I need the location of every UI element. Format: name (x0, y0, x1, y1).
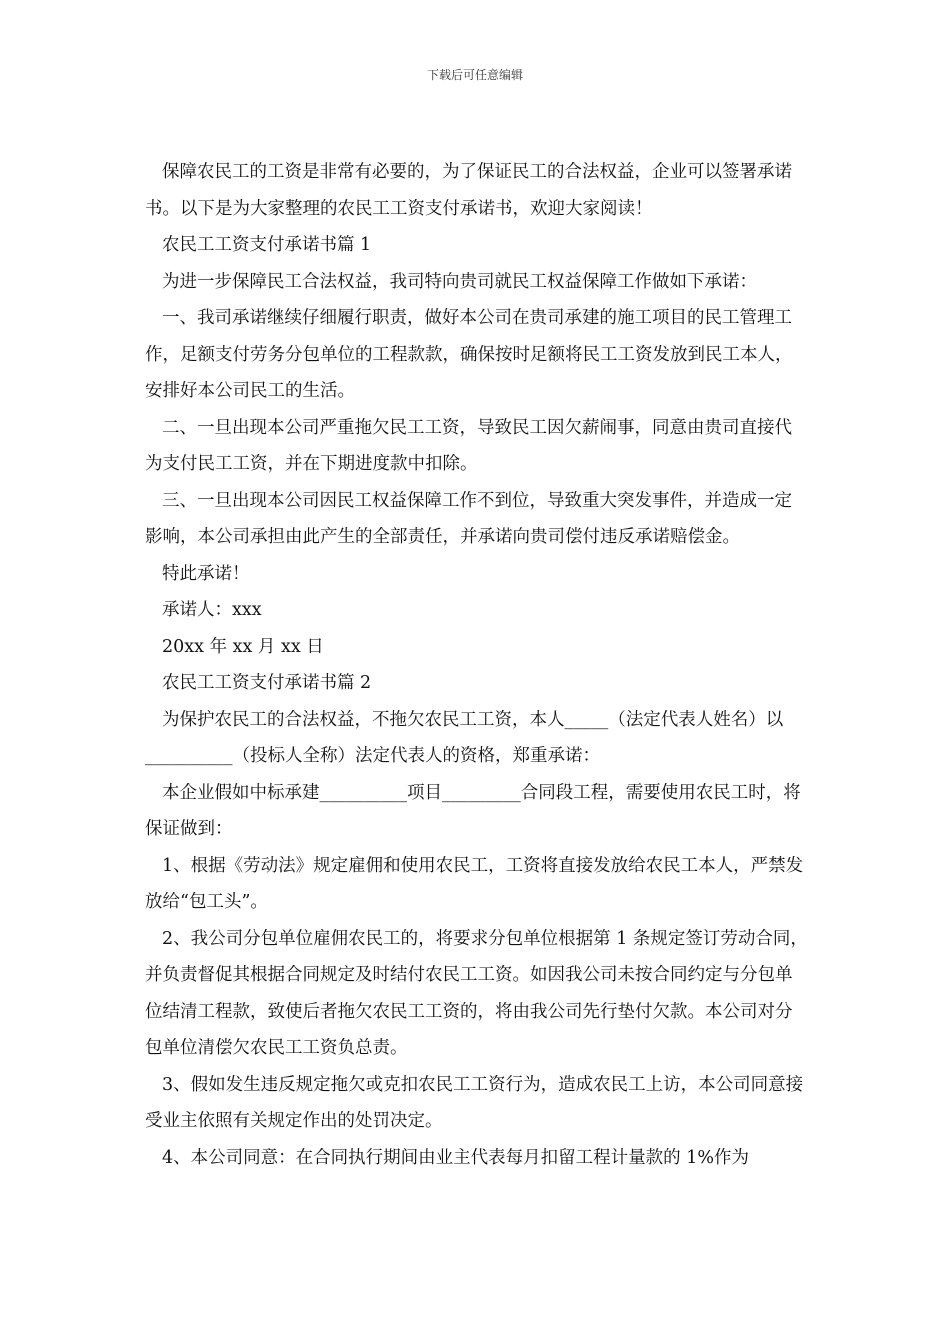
closing-line: 特此承诺！ (162, 563, 250, 584)
paragraph: 为保护农民工的合法权益，不拖欠农民工工资，本人_____（法定代表人姓名）以__________（投标人全称）法定代表人的资格，郑重承诺： (145, 709, 784, 766)
paragraph: 3、假如发生违反规定拖欠或克扣农民工工资行为，造成农民工上访，本公司同意接受业主依照有关规定作出的处罚决定。 (145, 1074, 804, 1131)
section-title-2: 农民工工资支付承诺书篇 2 (162, 673, 372, 693)
date-line: 20xx 年 xx 月 xx 日 (162, 636, 324, 657)
paragraph: 2、我公司分包单位雇佣农民工的，将要求分包单位根据第 1 条规定签订劳动合同，并负责督促其根据合同规定及时结付农民工工资。如因我公司未按合同约定与分包单位结清工程款，致使后者拖欠农民工工资的，将由我公司先行垫付欠款。本公司对分包单位清偿欠农民工工资负总责。 (145, 928, 808, 1058)
paragraph: 为进一步保障民工合法权益，我司特向贵司就民工权益保障工作做如下承诺： (162, 271, 757, 292)
intro-paragraph: 保障农民工的工资是非常有必要的，为了保证民工的合法权益，企业可以签署承诺书。以下是为大家整理的农民工工资支付承诺书，欢迎大家阅读！ (145, 162, 792, 219)
paragraph: 一、我司承诺继续仔细履行职责，做好本公司在贵司承建的施工项目的民工管理工作，足额支付劳务分包单位的工程款款，确保按时足额将民工工资发放到民工本人，安排好本公司民工的生活。 (145, 308, 793, 401)
paragraph: 本企业假如中标承建__________项目_________合同段工程，需要使用农民工时，将保证做到： (145, 782, 801, 839)
paragraph: 4、本公司同意：在合同执行期间由业主代表每月扣留工程计量款的 1%作为 (162, 1147, 749, 1168)
signatory-line: 承诺人：xxx (162, 600, 262, 620)
document-body (145, 154, 809, 1176)
page-header-note: 下载后可任意编辑 (426, 68, 523, 82)
paragraph: 三、一旦出现本公司因民工权益保障工作不到位，导致重大突发事件，并造成一定影响，本公司承担由此产生的全部责任，并承诺向贵司偿付违反承诺赔偿金。 (145, 490, 792, 547)
paragraph: 二、一旦出现本公司严重拖欠民工工资，导致民工因欠薪闹事，同意由贵司直接代为支付民工工资，并在下期进度款中扣除。 (145, 417, 792, 474)
paragraph: 1、根据《劳动法》规定雇佣和使用农民工，工资将直接发放给农民工本人，严禁发放给“包工头”。 (145, 855, 804, 912)
section-title-1: 农民工工资支付承诺书篇 1 (162, 235, 372, 255)
